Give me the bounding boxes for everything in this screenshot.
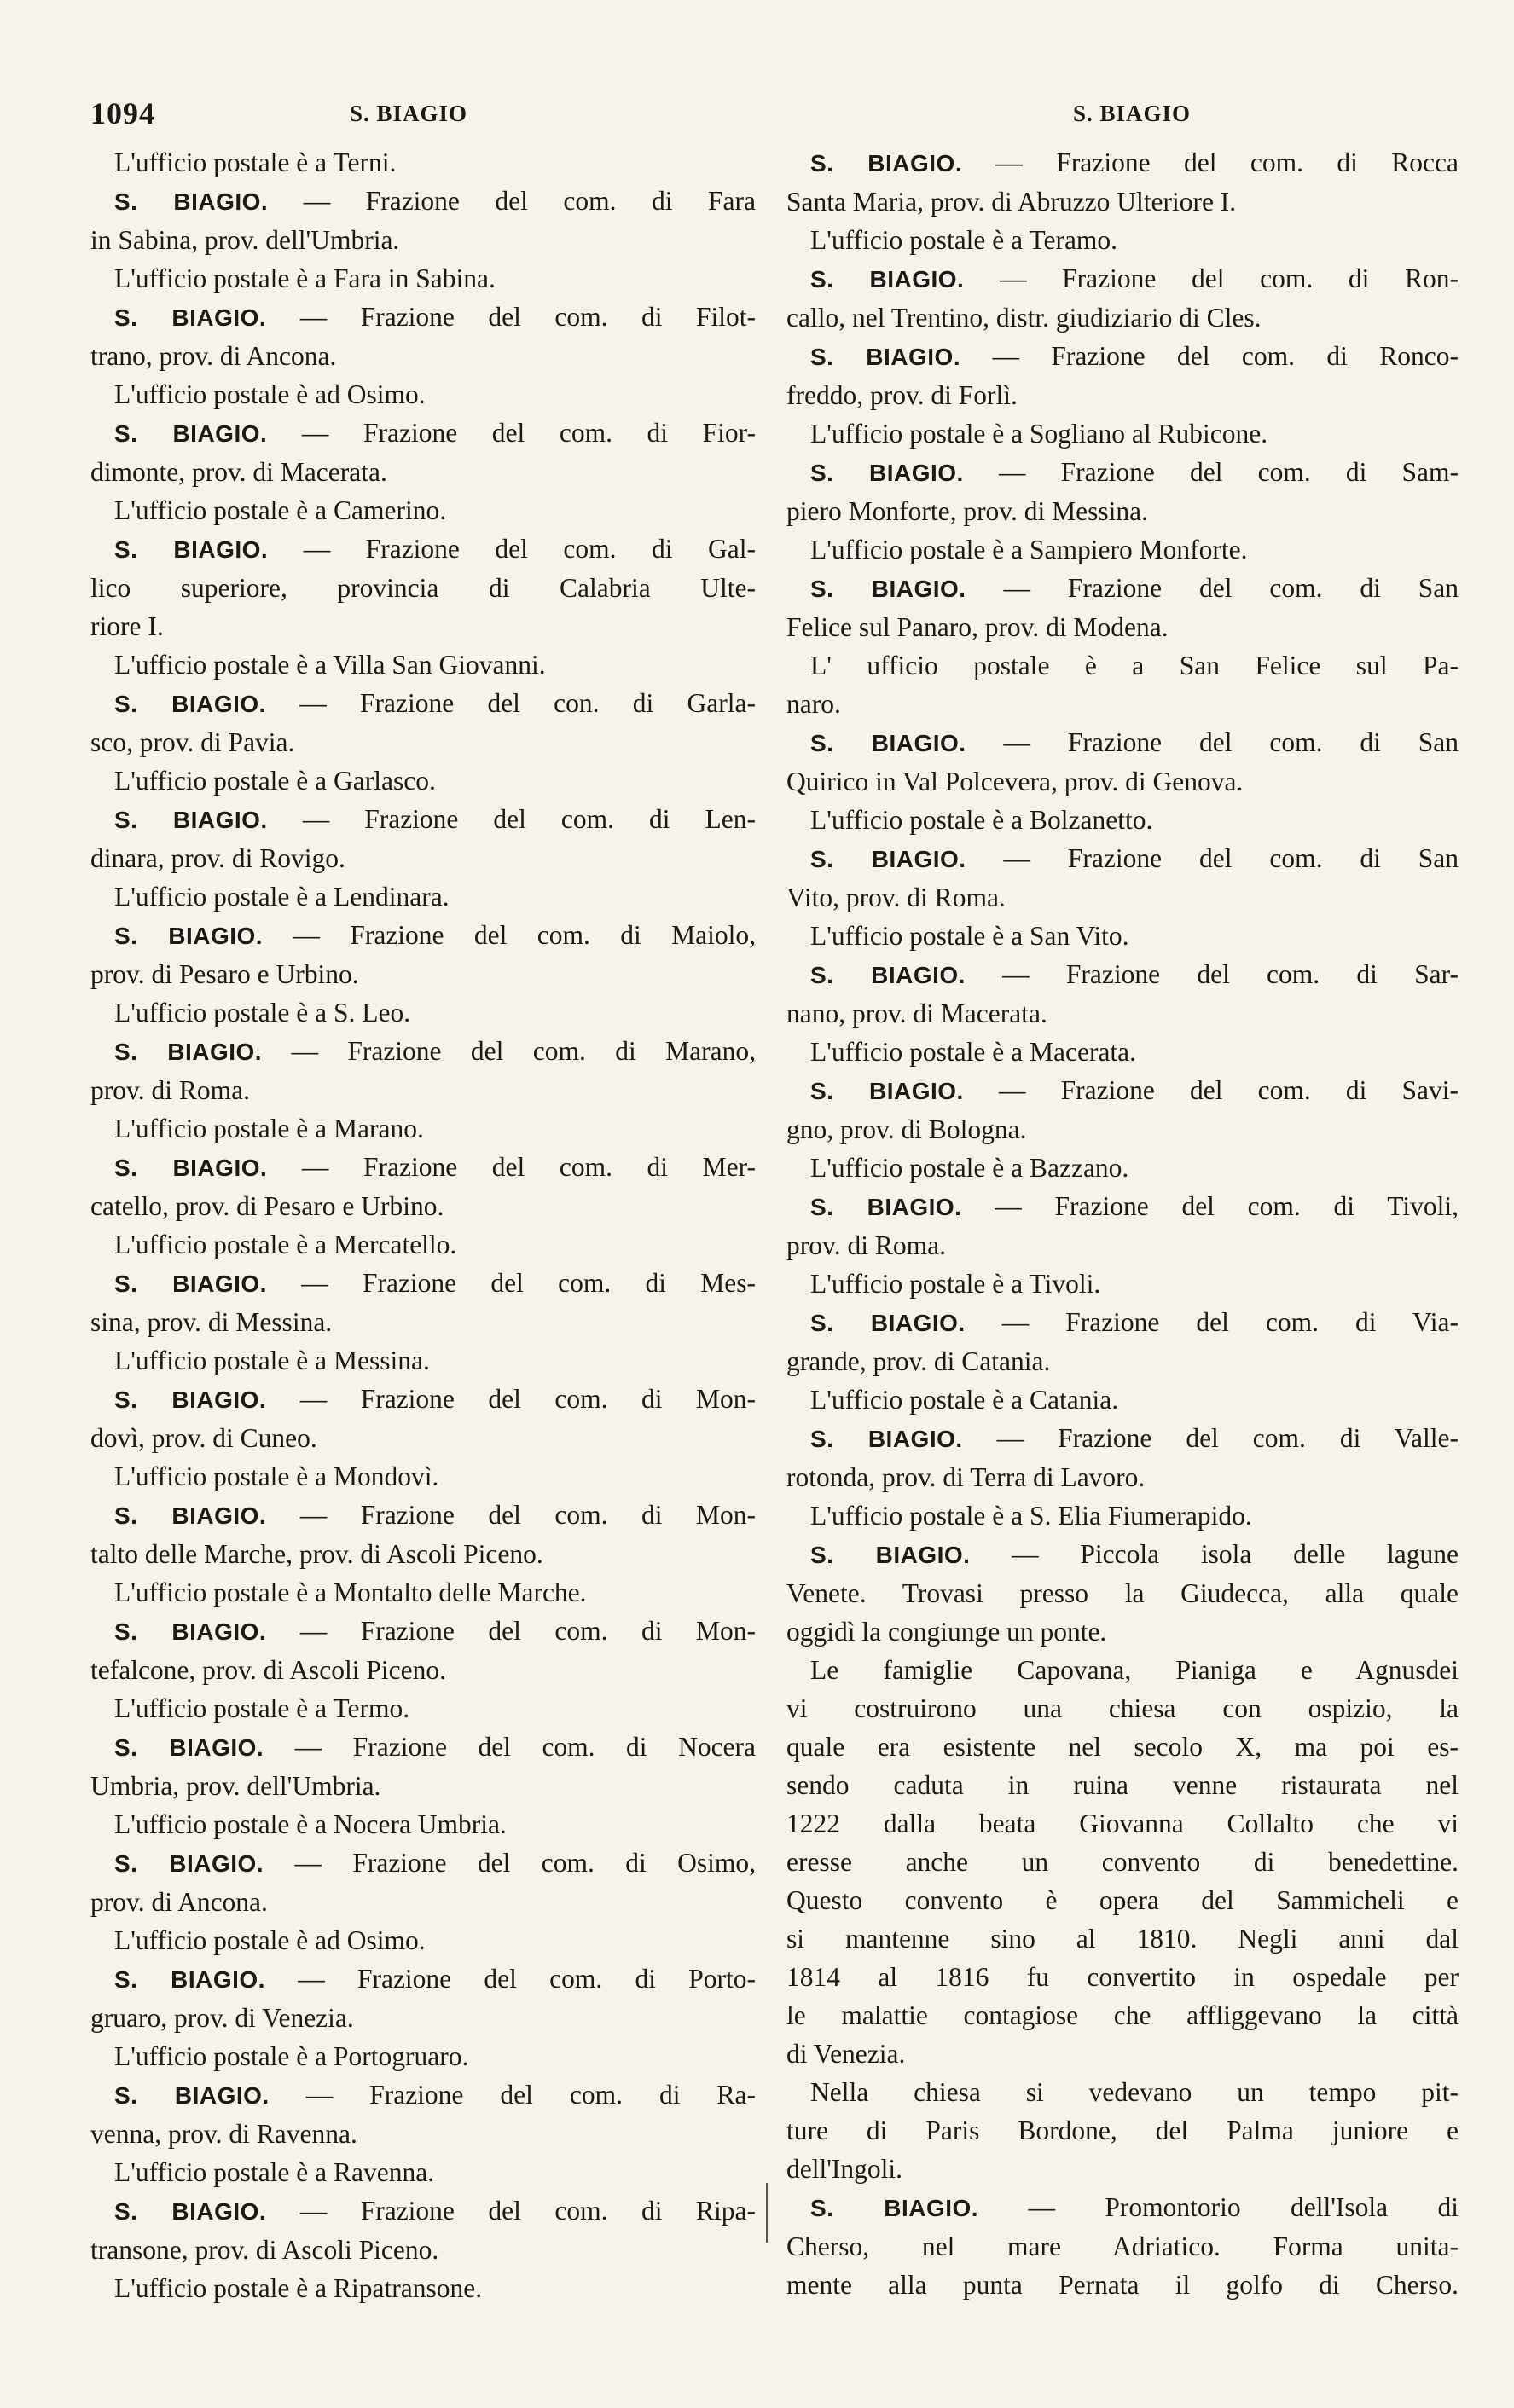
postal-office-line: L'ufficio postale è ad Osimo. bbox=[114, 379, 426, 409]
entry-headword: S. BIAGIO. bbox=[114, 188, 269, 215]
entry-line: riore I. bbox=[90, 611, 164, 641]
postal-office-line: L'ufficio postale è a Lendinara. bbox=[114, 882, 450, 912]
entry-headword: S. BIAGIO. bbox=[114, 1386, 267, 1413]
gazetteer-entry bbox=[786, 955, 1459, 1071]
postal-office-line: L'ufficio postale è a Terni. bbox=[114, 148, 397, 177]
gazetteer-entry bbox=[90, 414, 756, 530]
gazetteer-entry bbox=[786, 1651, 1459, 2073]
entry-line: S. BIAGIO. — Frazione del com. di Ron- bbox=[810, 263, 1459, 293]
entry-line: sendo caduta in ruina venne ristaurata nel bbox=[786, 1770, 1459, 1800]
entry-line: trano, prov. di Ancona. bbox=[90, 341, 337, 371]
entry-line: Questo convento è opera del Sammicheli e bbox=[786, 1885, 1459, 1915]
entry-line: nano, prov. di Macerata. bbox=[786, 999, 1047, 1028]
postal-office-line: L'ufficio postale è a Marano. bbox=[114, 1114, 424, 1143]
entry-line: S. BIAGIO. — Frazione del com. di Ripa- bbox=[114, 2196, 756, 2226]
entry-headword: S. BIAGIO. bbox=[114, 807, 268, 833]
entry-line: 1222 dalla beata Giovanna Collalto che vi bbox=[786, 1809, 1459, 1838]
entry-line: dinara, prov. di Rovigo. bbox=[90, 843, 345, 873]
gazetteer-entry bbox=[90, 1728, 756, 1844]
entry-line: Santa Maria, prov. di Abruzzo Ulteriore I. bbox=[786, 187, 1237, 217]
entry-line: prov. di Roma. bbox=[786, 1230, 946, 1260]
entry-headword: S. BIAGIO. bbox=[114, 536, 269, 563]
gazetteer-entry bbox=[90, 530, 756, 684]
entry-line: S. BIAGIO. — Frazione del com. di Mon- bbox=[114, 1384, 756, 1414]
gazetteer-entry bbox=[90, 2075, 756, 2191]
postal-office-line: L'ufficio postale è a S. Elia Fiumerapido. bbox=[810, 1501, 1252, 1531]
entry-headword: S. BIAGIO. bbox=[810, 2195, 979, 2221]
entry-line: rotonda, prov. di Terra di Lavoro. bbox=[786, 1462, 1146, 1492]
entry-line: le malattie contagiose che affliggevano la città bbox=[786, 2000, 1459, 2030]
entry-line: catello, prov. di Pesaro e Urbino. bbox=[90, 1191, 444, 1221]
postal-office-line: L'ufficio postale è a Mondovì. bbox=[114, 1462, 439, 1491]
entry-line: oggidì la congiunge un ponte. bbox=[786, 1617, 1107, 1647]
right-column bbox=[786, 143, 1459, 2304]
entry-line: S. BIAGIO. — Frazione del com. di Maiolo, bbox=[114, 920, 756, 950]
entry-line: S. BIAGIO. — Frazione del com. di Osimo, bbox=[114, 1848, 756, 1878]
entry-headword: S. BIAGIO. bbox=[810, 730, 966, 756]
entry-line: S. BIAGIO. — Frazione del com. di Marano, bbox=[114, 1036, 756, 1066]
entry-headword: S. BIAGIO. bbox=[810, 1542, 971, 1568]
entry-line: in Sabina, prov. dell'Umbria. bbox=[90, 225, 400, 255]
entry-line: tefalcone, prov. di Ascoli Piceno. bbox=[90, 1655, 446, 1685]
column-rule bbox=[766, 2183, 768, 2243]
postal-office-line: L'ufficio postale è a Bazzano. bbox=[810, 1153, 1129, 1183]
entry-line: S. BIAGIO. — Frazione del com. di Fior- bbox=[114, 418, 756, 448]
gazetteer-entry bbox=[786, 2073, 1459, 2188]
postal-office-line: L'ufficio postale è a Fara in Sabina. bbox=[114, 263, 496, 293]
entry-line: prov. di Ancona. bbox=[90, 1887, 268, 1917]
entry-headword: S. BIAGIO. bbox=[114, 420, 268, 447]
gazetteer-entry bbox=[90, 298, 756, 414]
entry-headword: S. BIAGIO. bbox=[114, 304, 267, 331]
gazetteer-entry bbox=[786, 337, 1459, 453]
entry-line: Umbria, prov. dell'Umbria. bbox=[90, 1771, 381, 1801]
postal-office-line: L'ufficio postale è a San Vito. bbox=[810, 921, 1129, 951]
entry-headword: S. BIAGIO. bbox=[114, 1039, 263, 1065]
entry-headword: S. BIAGIO. bbox=[810, 1310, 966, 1336]
entry-line: S. BIAGIO. — Frazione del com. di Gal- bbox=[114, 534, 756, 564]
entry-headword: S. BIAGIO. bbox=[114, 1966, 265, 1993]
page-number: 1094 bbox=[90, 96, 155, 130]
entry-headword: S. BIAGIO. bbox=[114, 923, 264, 949]
postal-office-line: L'ufficio postale è a S. Leo. bbox=[114, 998, 411, 1027]
entry-line: transone, prov. di Ascoli Piceno. bbox=[90, 2235, 439, 2265]
entry-line: S. BIAGIO. — Frazione del com. di Rocca bbox=[810, 148, 1459, 177]
entry-line: S. BIAGIO. — Frazione del com. di Valle- bbox=[810, 1423, 1459, 1453]
postal-office-line: L'ufficio postale è a Montalto delle Marche. bbox=[114, 1577, 587, 1607]
entry-headword: S. BIAGIO. bbox=[810, 460, 964, 486]
gazetteer-entry bbox=[786, 143, 1459, 259]
entry-line: S. BIAGIO. — Frazione del com. di Mon- bbox=[114, 1616, 756, 1646]
gazetteer-entry bbox=[786, 1419, 1459, 1535]
entry-line: gno, prov. di Bologna. bbox=[786, 1114, 1027, 1144]
entry-headword: S. BIAGIO. bbox=[810, 1078, 964, 1104]
entry-line: S. BIAGIO. — Frazione del com. di Fara bbox=[114, 186, 756, 216]
gazetteer-entry bbox=[786, 569, 1459, 723]
entry-line: S. BIAGIO. — Promontorio dell'Isola di bbox=[810, 2192, 1459, 2222]
entry-line: sco, prov. di Pavia. bbox=[90, 727, 295, 757]
entry-headword: S. BIAGIO. bbox=[810, 1426, 963, 1452]
gazetteer-entry bbox=[786, 1303, 1459, 1419]
entry-headword: S. BIAGIO. bbox=[810, 962, 966, 988]
gazetteer-entry bbox=[90, 1264, 756, 1380]
postal-office-line: L' ufficio postale è a San Felice sul Pa- bbox=[810, 651, 1459, 680]
entry-headword: S. BIAGIO. bbox=[810, 846, 966, 872]
entry-line: vi costruirono una chiesa con ospizio, la bbox=[786, 1693, 1459, 1723]
entry-line: Felice sul Panaro, prov. di Modena. bbox=[786, 612, 1169, 642]
postal-office-line: L'ufficio postale è ad Osimo. bbox=[114, 1925, 426, 1955]
entry-line: prov. di Roma. bbox=[90, 1075, 250, 1105]
entry-headword: S. BIAGIO. bbox=[810, 344, 961, 370]
running-head-right: S. BIAGIO bbox=[1073, 101, 1192, 126]
entry-line: ture di Paris Bordone, del Palma juniore e bbox=[786, 2116, 1459, 2145]
gazetteer-entry bbox=[786, 259, 1459, 337]
entry-line: S. BIAGIO. — Frazione del com. di Ra- bbox=[114, 2080, 756, 2110]
gazetteer-entry bbox=[90, 800, 756, 916]
gazetteer-entry bbox=[786, 2188, 1459, 2304]
entry-line: S. BIAGIO. — Frazione del com. di Mon- bbox=[114, 1500, 756, 1530]
entry-headword: S. BIAGIO. bbox=[114, 1502, 267, 1529]
entry-line: di Venezia. bbox=[786, 2039, 906, 2069]
entry-headword: S. BIAGIO. bbox=[114, 1850, 264, 1877]
postal-office-line: L'ufficio postale è a Sampiero Monforte. bbox=[810, 535, 1248, 564]
entry-line: S. BIAGIO. — Frazione del com. di Filot- bbox=[114, 302, 756, 332]
gazetteer-entry bbox=[786, 453, 1459, 569]
entry-line: S. BIAGIO. — Frazione del com. di Nocera bbox=[114, 1732, 756, 1762]
entry-headword: S. BIAGIO. bbox=[810, 576, 966, 602]
entry-line: S. BIAGIO. — Frazione del con. di Garla- bbox=[114, 688, 756, 718]
gazetteer-entry bbox=[90, 916, 756, 1032]
entry-line: S. BIAGIO. — Frazione del com. di Savi- bbox=[810, 1075, 1459, 1105]
entry-line: piero Monforte, prov. di Messina. bbox=[786, 496, 1149, 526]
postal-office-line: naro. bbox=[786, 689, 841, 719]
entry-headword: S. BIAGIO. bbox=[810, 266, 965, 292]
entry-line: S. BIAGIO. — Frazione del com. di Mer- bbox=[114, 1152, 756, 1182]
postal-office-line: L'ufficio postale è a Ravenna. bbox=[114, 2157, 435, 2187]
entry-line: mente alla punta Pernata il golfo di Cherso. bbox=[786, 2270, 1459, 2300]
gazetteer-entry bbox=[90, 1148, 756, 1264]
entry-line: callo, nel Trentino, distr. giudiziario di Cles. bbox=[786, 303, 1262, 333]
postal-office-line: L'ufficio postale è a Sogliano al Rubicone. bbox=[810, 419, 1268, 449]
gazetteer-entry bbox=[786, 723, 1459, 839]
entry-line: lico superiore, provincia di Calabria Ulte- bbox=[90, 573, 756, 603]
entry-line: S. BIAGIO. — Frazione del com. di San bbox=[810, 573, 1459, 603]
entry-headword: S. BIAGIO. bbox=[114, 2198, 267, 2225]
entry-headword: S. BIAGIO. bbox=[810, 150, 963, 177]
entry-line: sina, prov. di Messina. bbox=[90, 1307, 333, 1337]
gazetteer-entry bbox=[786, 1187, 1459, 1303]
entry-line: S. BIAGIO. — Frazione del com. di Ronco- bbox=[810, 341, 1459, 371]
postal-office-line: L'ufficio postale è a Nocera Umbria. bbox=[114, 1809, 507, 1839]
entry-line: S. BIAGIO. — Frazione del com. di Len- bbox=[114, 804, 756, 834]
left-column bbox=[90, 143, 756, 2307]
entry-line: talto delle Marche, prov. di Ascoli Piceno. bbox=[90, 1539, 543, 1569]
gazetteer-entry bbox=[90, 1380, 756, 1496]
gazetteer-entry bbox=[90, 182, 756, 298]
entry-headword: S. BIAGIO. bbox=[114, 691, 266, 717]
entry-headword: S. BIAGIO. bbox=[114, 2082, 270, 2109]
entry-line: 1814 al 1816 fu convertito in ospedale per bbox=[786, 1962, 1459, 1992]
entry-headword: S. BIAGIO. bbox=[114, 1618, 267, 1645]
entry-line: Venete. Trovasi presso la Giudecca, alla quale bbox=[786, 1578, 1459, 1608]
entry-line: grande, prov. di Catania. bbox=[786, 1346, 1051, 1376]
postal-office-line: L'ufficio postale è a Tivoli. bbox=[810, 1269, 1101, 1299]
entry-line: quale era esistente nel secolo X, ma poi es- bbox=[786, 1732, 1459, 1762]
entry-line: S. BIAGIO. — Frazione del com. di Sar- bbox=[810, 959, 1459, 989]
entry-line: venna, prov. di Ravenna. bbox=[90, 2119, 357, 2149]
gazetteer-entry bbox=[90, 143, 756, 182]
entry-line: si mantenne sino al 1810. Negli anni dal bbox=[786, 1924, 1459, 1954]
gazetteer-entry bbox=[90, 1032, 756, 1148]
entry-line: dovì, prov. di Cuneo. bbox=[90, 1423, 317, 1453]
gazetteer-entry bbox=[786, 1071, 1459, 1187]
running-head-left: S. BIAGIO bbox=[350, 101, 468, 126]
entry-line: S. BIAGIO. — Frazione del com. di Sam- bbox=[810, 457, 1459, 487]
gazetteer-entry bbox=[90, 1496, 756, 1612]
postal-office-line: L'ufficio postale è a Macerata. bbox=[810, 1037, 1137, 1067]
gazetteer-entry bbox=[786, 839, 1459, 955]
entry-line: freddo, prov. di Forlì. bbox=[786, 380, 1018, 410]
postal-office-line: L'ufficio postale è a Bolzanetto. bbox=[810, 805, 1153, 835]
postal-office-line: L'ufficio postale è a Ripatransone. bbox=[114, 2273, 483, 2303]
entry-headword: S. BIAGIO. bbox=[114, 1155, 268, 1181]
postal-office-line: L'ufficio postale è a Mercatello. bbox=[114, 1230, 457, 1259]
entry-line: dell'Ingoli. bbox=[786, 2154, 903, 2184]
entry-line: eresse anche un convento di benedettine. bbox=[786, 1847, 1459, 1877]
postal-office-line: L'ufficio postale è a Villa San Giovanni. bbox=[114, 650, 546, 680]
entry-headword: S. BIAGIO. bbox=[810, 1194, 962, 1220]
gazetteer-entry bbox=[90, 2191, 756, 2307]
postal-office-line: L'ufficio postale è a Teramo. bbox=[810, 225, 1118, 255]
entry-line: S. BIAGIO. — Frazione del com. di Via- bbox=[810, 1307, 1459, 1337]
entry-line: S. BIAGIO. — Frazione del com. di Tivoli, bbox=[810, 1191, 1459, 1221]
entry-line: gruaro, prov. di Venezia. bbox=[90, 2003, 354, 2033]
entry-headword: S. BIAGIO. bbox=[114, 1734, 264, 1761]
gazetteer-entry bbox=[786, 1535, 1459, 1651]
gazetteer-entry bbox=[90, 1844, 756, 1959]
entry-line: Nella chiesa si vedevano un tempo pit- bbox=[810, 2077, 1459, 2107]
postal-office-line: L'ufficio postale è a Catania. bbox=[810, 1385, 1119, 1415]
postal-office-line: L'ufficio postale è a Termo. bbox=[114, 1693, 410, 1723]
gazetteer-entry bbox=[90, 684, 756, 800]
postal-office-line: L'ufficio postale è a Portogruaro. bbox=[114, 2041, 469, 2071]
gazetteer-entry bbox=[90, 1959, 756, 2075]
entry-line: S. BIAGIO. — Frazione del com. di Mes- bbox=[114, 1268, 756, 1298]
entry-line: S. BIAGIO. — Frazione del com. di San bbox=[810, 727, 1459, 757]
entry-line: S. BIAGIO. — Frazione del com. di Porto- bbox=[114, 1964, 756, 1994]
entry-line: S. BIAGIO. — Frazione del com. di San bbox=[810, 843, 1459, 873]
postal-office-line: L'ufficio postale è a Garlasco. bbox=[114, 766, 436, 796]
entry-line: S. BIAGIO. — Piccola isola delle lagune bbox=[810, 1539, 1459, 1569]
entry-line: Le famiglie Capovana, Pianiga e Agnusdei bbox=[810, 1655, 1459, 1685]
entry-line: dimonte, prov. di Macerata. bbox=[90, 457, 387, 487]
entry-line: Vito, prov. di Roma. bbox=[786, 883, 1006, 912]
postal-office-line: L'ufficio postale è a Camerino. bbox=[114, 495, 447, 525]
entry-headword: S. BIAGIO. bbox=[114, 1271, 267, 1297]
gazetteer-entry bbox=[90, 1612, 756, 1728]
entry-line: Quirico in Val Polcevera, prov. di Genova. bbox=[786, 767, 1244, 796]
postal-office-line: L'ufficio postale è a Messina. bbox=[114, 1346, 430, 1375]
entry-line: prov. di Pesaro e Urbino. bbox=[90, 959, 359, 989]
entry-line: Cherso, nel mare Adriatico. Forma unita- bbox=[786, 2231, 1459, 2261]
